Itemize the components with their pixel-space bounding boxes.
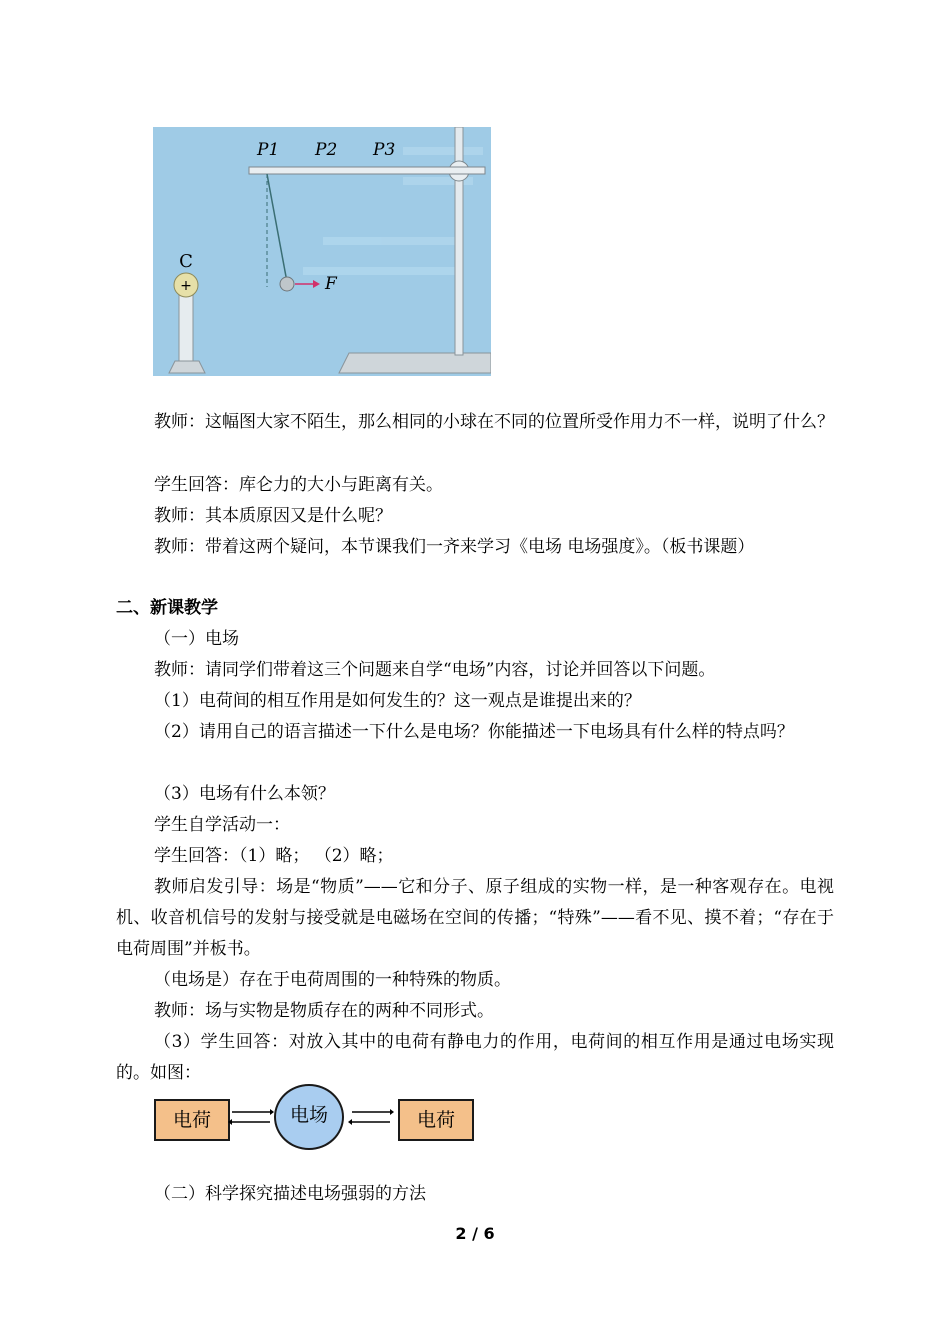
position-label-1: P1 <box>257 140 280 160</box>
position-label-3: P3 <box>373 140 396 160</box>
paragraph: （电场是）存在于电荷周围的一种特殊的物质。 <box>154 970 511 990</box>
charge-box-left: 电荷 <box>154 1099 230 1141</box>
paragraph: （一）电场 <box>154 629 239 649</box>
paragraph: 教师：带着这两个疑问，本节课我们一齐来学习《电场 电场强度》。（板书课题） <box>154 537 755 557</box>
charge-label: C <box>179 251 193 272</box>
position-label-2: P2 <box>315 140 338 160</box>
paragraph: （二）科学探究描述电场强弱的方法 <box>154 1184 426 1204</box>
paragraph: （1）电荷间的相互作用是如何发生的？这一观点是谁提出来的？ <box>154 691 641 711</box>
paragraph: 教师：请同学们带着这三个问题来自学“电场”内容，讨论并回答以下问题。 <box>154 660 716 680</box>
page-number: 2 / 6 <box>455 1224 495 1243</box>
charge-box-right: 电荷 <box>398 1099 474 1141</box>
paragraph: 教师：其本质原因又是什么呢？ <box>154 506 392 526</box>
field-interaction-diagram <box>150 1084 480 1150</box>
paragraph: （3）电场有什么本领？ <box>154 784 335 804</box>
paragraph: （2）请用自己的语言描述一下什么是电场？你能描述一下电场具有什么样的特点吗？ <box>154 722 794 742</box>
paragraph: 教师：场与实物是物质存在的两种不同形式。 <box>154 1001 494 1021</box>
paragraph: 教师启发引导：场是“物质”——它和分子、原子组成的实物一样，是一种客观存在。电视机、收音机信号的发射与接受就是电磁场在空间的传播；“特殊”——看不见、摸不着；“存在于电荷周围”并板书。 <box>116 877 834 959</box>
section-heading: 二、新课教学 <box>116 598 218 618</box>
paragraph: 学生自学活动一： <box>154 815 290 835</box>
charge-sign: + <box>180 278 192 294</box>
paragraph: 学生回答：库仑力的大小与距离有关。 <box>154 475 443 495</box>
coulomb-experiment-figure <box>153 127 491 376</box>
force-label: F <box>325 274 337 294</box>
paragraph: 教师：这幅图大家不陌生，那么相同的小球在不同的位置所受作用力不一样，说明了什么？ <box>154 412 834 432</box>
paragraph: （3）学生回答：对放入其中的电荷有静电力的作用，电荷间的相互作用是通过电场实现的。如图： <box>116 1032 834 1083</box>
double-arrow-icon <box>348 1106 394 1128</box>
paragraph: 学生回答：（1）略； （2）略； <box>154 846 394 866</box>
electric-field-circle: 电场 <box>274 1084 344 1150</box>
double-arrow-icon <box>228 1106 274 1128</box>
